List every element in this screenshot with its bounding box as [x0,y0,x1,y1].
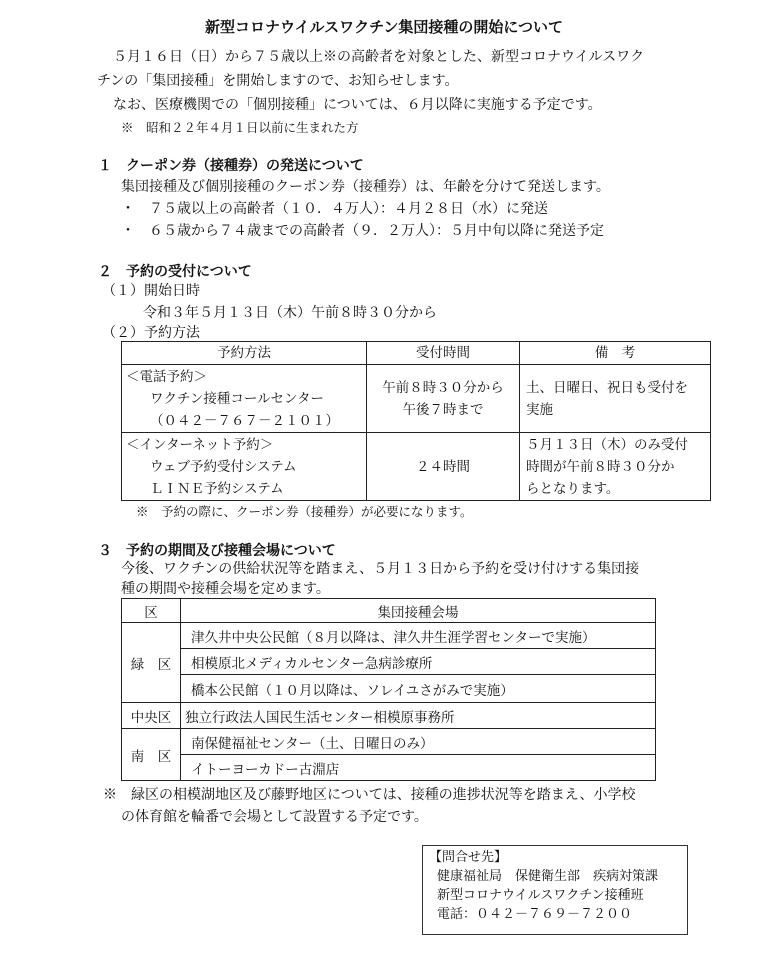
intro-line-3: なお、医療機関での「個別接種」については、６月以降に実施する予定です。 [113,97,602,113]
venue-table-header [122,599,656,623]
web-system: ウェブ予約受付システム [150,458,297,475]
contact-phone: 電話：０４２－７６９－７２００ [437,907,633,922]
ward-chuo: 中央区 [122,703,181,729]
venue-minami-1: 南保健福祉センター（土、日曜日のみ） [181,729,656,755]
phone-remarks-cell [520,365,711,433]
phone-method-cell [122,365,367,433]
venue-chuo: 独立行政法人国民生活センター相模原事務所 [181,703,656,729]
table-row [122,675,656,703]
table-row [122,365,711,433]
table-row [122,623,656,649]
contact-team: 新型コロナウイルスワクチン接種班 [437,888,644,903]
contact-heading: 【問合せ先】 [429,850,508,865]
header-method: 予約方法 [122,342,367,365]
venue-table [121,598,656,781]
header-time: 受付時間 [367,342,520,365]
section1-heading: １ クーポン券（接種券）の発送について [98,158,364,174]
header-ward: 区 [122,599,181,623]
section1-bullet-1: ・ ７５歳以上の高齢者（１０．４万人）：４月２８日（水）に発送 [121,201,548,217]
header-venue: 集団接種会場 [181,599,656,623]
internet-label: ＜インターネット予約＞ [126,436,274,453]
ward-minami: 南 区 [122,729,181,781]
reservation-table [121,341,711,501]
reservation-table-header [122,342,711,365]
section2-sub2: （２）予約方法 [102,325,200,341]
venue-midori-2: 相模原北メディカルセンター急病診療所 [181,649,656,675]
internet-remarks-cell [520,433,711,501]
section2-note: ※ 予約の際に、クーポン券（接種券）が必要になります。 [136,504,473,519]
table-row [122,649,656,675]
section2-heading: ２ 予約の受付について [98,264,252,280]
page-title: 新型コロナウイルスワクチン集団接種の開始について [204,18,564,36]
section3-note-1: ※ 緑区の相模湖地区及び藤野地区については、接種の進捗状況等を踏まえ、小学校 [103,787,636,803]
phone-remark-line-1: 土、日曜日、祝日も受付を [526,379,688,396]
intro-line-1: ５月１６日（日）から７５歳以上※の高齢者を対象とした、新型コロナウイルスワク [113,49,645,65]
table-row [122,729,656,755]
ward-midori: 緑 区 [122,623,181,703]
phone-remark-line-2: 実施 [526,401,553,418]
section1-line: 集団接種及び個別接種のクーポン券（接種券）は、年齢を分けて発送します。 [121,179,610,195]
call-center-number: （０４２－７６７－２１０１） [150,412,339,429]
table-row [122,703,656,729]
intro-line-2: チンの「集団接種」を開始しますので、お知らせします。 [97,73,459,89]
table-row [122,433,711,501]
section1-bullet-2: ・ ６５歳から７４歳までの高齢者（９．２万人）：５月中旬以降に発送予定 [121,223,604,239]
header-remarks: 備 考 [520,342,711,365]
section2-sub1: （１）開始日時 [102,283,200,299]
contact-box [422,845,688,935]
section3-line-1: 今後、ワクチンの供給状況等を踏まえ、５月１３日から予約を受け付けする集団接 [121,561,640,577]
contact-department: 健康福祉局 保健衛生部 疾病対策課 [437,869,659,884]
section3-heading: ３ 予約の期間及び接種会場について [98,543,336,559]
internet-remark-line-2: 時間が午前８時３０分か [526,458,675,475]
section3-note-2: の体育館を輪番で会場として設置する予定です。 [121,809,428,825]
phone-label: ＜電話予約＞ [126,368,207,385]
table-row [122,755,656,781]
venue-midori-3: 橋本公民館（１０月以降は、ソレイユさがみで実施） [181,675,656,703]
internet-method-cell [122,433,367,501]
internet-remark-line-3: らとなります。 [526,480,620,497]
phone-time-cell [367,365,520,433]
phone-time-line-2: 午後７時まで [402,401,484,418]
section3-line-2: 種の期間や接種会場を定めます。 [121,581,330,597]
line-system: ＬＩＮＥ予約システム [150,480,284,497]
intro-note: ※ 昭和２２年４月１日以前に生まれた方 [121,120,359,135]
internet-time-cell: ２４時間 [367,433,520,501]
venue-minami-2: イトーヨーカドー古淵店 [181,755,656,781]
venue-midori-1: 津久井中央公民館（８月以降は、津久井生涯学習センターで実施） [181,623,656,649]
call-center-name: ワクチン接種コールセンター [150,390,325,407]
reservation-start: 令和３年５月１３日（木）午前８時３０分から [143,305,437,321]
internet-remark-line-1: ５月１３日（木）のみ受付 [526,436,688,453]
phone-time-line-1: 午前８時３０分から [382,379,504,396]
